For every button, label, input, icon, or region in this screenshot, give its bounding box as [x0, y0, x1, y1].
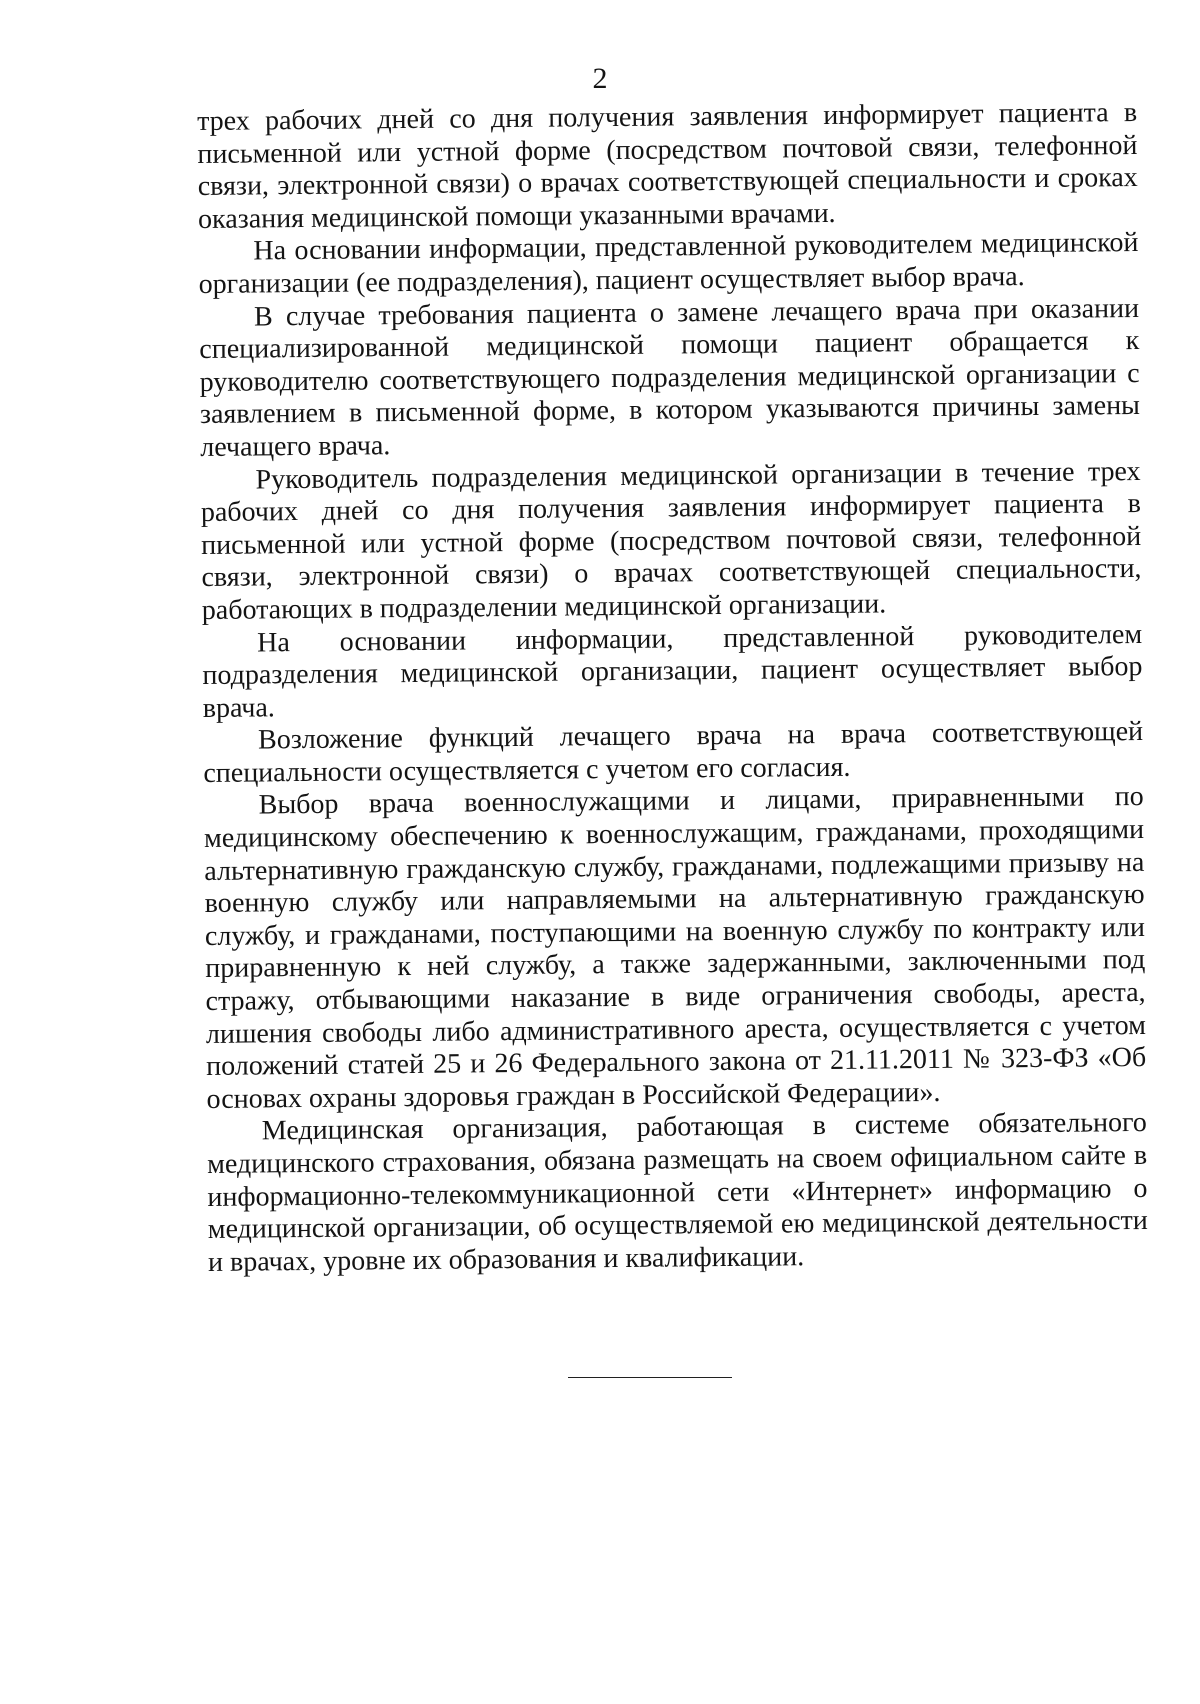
paragraph-doctor-choice-department: На основании информации, представленной руководителем подразделения медицинской организации, пациент осуществляет выбор врача. [202, 618, 1143, 724]
document-body [197, 97, 1148, 1279]
paragraph-website-info: Медицинская организация, работающая в системе обязательного медицинского страхования, обязана размещать на своем официальном сайте в информационно-телекоммуникационной сети «Интернет» информацию о медицинской организации, об осуществляемой ею медицинской деятельности и врачах, уровне их образования и квалификации. [207, 1107, 1148, 1278]
paragraph-department-head-response: Руководитель подразделения медицинской организации в течение трех рабочих дней со дня получения заявления информирует пациента в письменной или устной форме (посредством почтовой связи, телефонной связи, электронной связи) о врачах соответствующей специальности, работающих в подразделении медицинской организации. [200, 455, 1142, 626]
paragraph-continuation: трех рабочих дней со дня получения заявления информирует пациента в письменной или устной форме (посредством почтовой связи, телефонной связи, электронной связи) о врачах соответствующей специальности и сроках оказания медицинской помощи указанными врачами. [197, 96, 1138, 235]
paragraph-doctor-choice-organization: На основании информации, представленной руководителем медицинской организации (ее подразделения), пациент осуществляет выбор врача. [198, 227, 1139, 300]
page-number: 2 [592, 62, 608, 95]
closing-rule [568, 1377, 732, 1378]
paragraph-military-choice: Выбор врача военнослужащими и лицами, приравненными по медицинскому обеспечению к военнослужащим, гражданами, проходящими альтернативную гражданскую службу, гражданами, подлежащими призыву на военную службу или направляемыми на альтернативную гражданскую службу, и гражданами, поступающими на военную службу по контракту или приравненную к ней службу, а также задержанными, заключенными под стражу, отбывающими наказание в виде ограничения свободы, ареста, лишения свободы либо административного ареста, осуществляется с учетом положений статей 25 и 26 Федерального закона от 21.11.2011 № 323-ФЗ «Об основах охраны здоровья граждан в Российской Федерации». [203, 781, 1147, 1115]
paragraph-replacement-request: В случае требования пациента о замене лечащего врача при оказании специализированной медицинской помощи пациент обращается к руководителю соответствующего подразделения медицинской организации с заявлением в письменной форме, в котором указываются причины замены лечащего врача. [199, 292, 1141, 463]
paragraph-consent: Возложение функций лечащего врача на врача соответствующей специальности осуществляется с учетом его согласия. [203, 716, 1144, 789]
